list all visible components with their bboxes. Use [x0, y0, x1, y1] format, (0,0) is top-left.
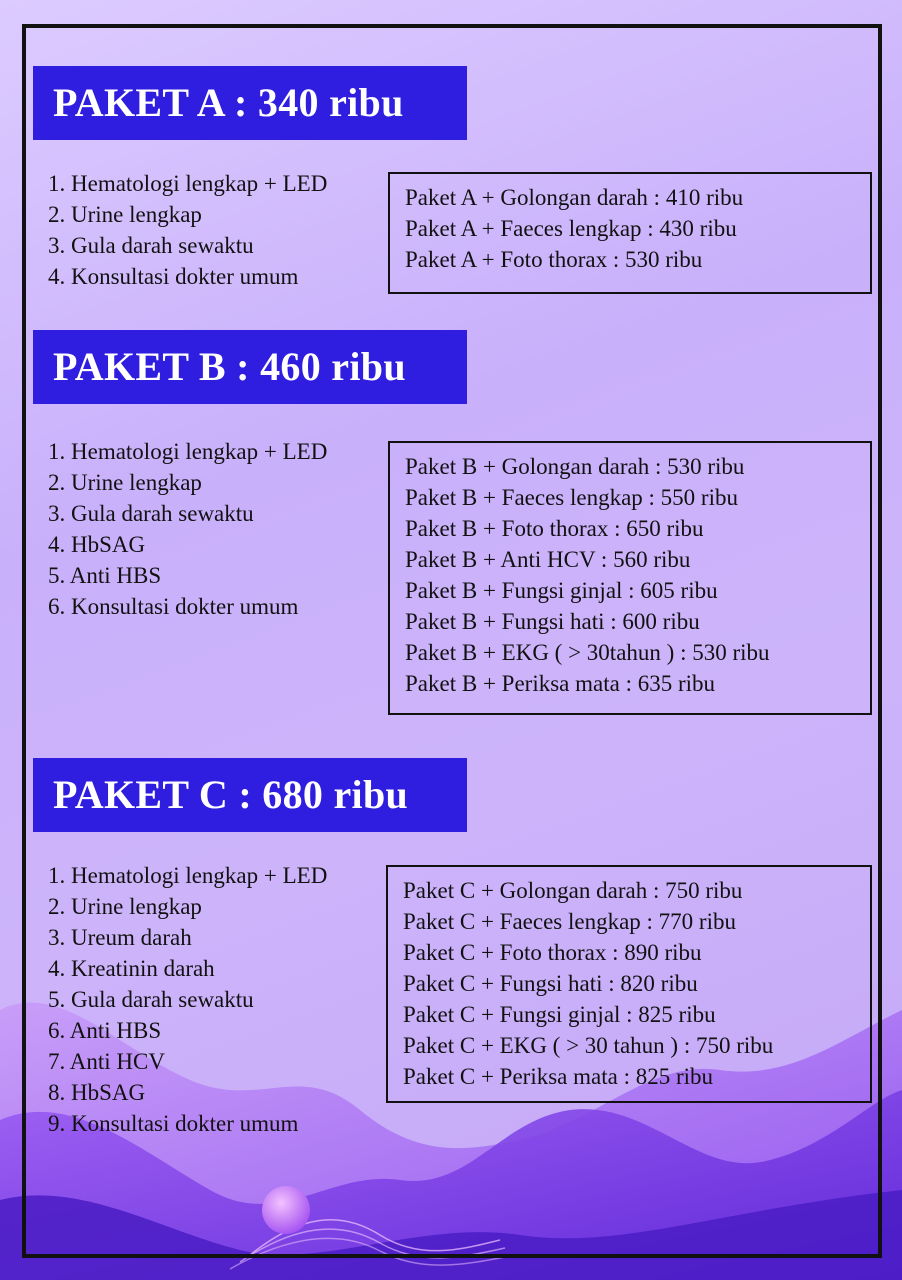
paket-b-items	[48, 436, 327, 622]
list-item: 4. HbSAG	[48, 532, 146, 557]
paket-a-title: PAKET A : 340 ribu	[33, 66, 467, 140]
list-item: 1. Hematologi lengkap + LED	[48, 439, 328, 464]
paket-c-title: PAKET C : 680 ribu	[33, 758, 467, 832]
list-item: 5. Anti HBS	[48, 563, 162, 588]
addon-item: Paket A + Golongan darah : 410 ribu	[405, 185, 744, 210]
paket-a-addons-box	[388, 172, 872, 294]
list-item: 3. Ureum darah	[48, 925, 192, 950]
list-item: 9. Konsultasi dokter umum	[48, 1111, 299, 1136]
list-item: 4. Kreatinin darah	[48, 956, 215, 981]
addon-item: Paket B + Golongan darah : 530 ribu	[405, 454, 745, 479]
addon-item: Paket C + EKG ( > 30 tahun ) : 750 ribu	[403, 1033, 774, 1058]
list-item: 1. Hematologi lengkap + LED	[48, 171, 328, 196]
list-item: 6. Anti HBS	[48, 1018, 162, 1043]
addon-item: Paket A + Foto thorax : 530 ribu	[405, 247, 703, 272]
addon-item: Paket B + Fungsi hati : 600 ribu	[405, 609, 700, 634]
paket-c-items	[48, 860, 327, 1139]
list-item: 2. Urine lengkap	[48, 202, 202, 227]
addon-item: Paket C + Fungsi ginjal : 825 ribu	[403, 1002, 716, 1027]
list-item: 2. Urine lengkap	[48, 894, 202, 919]
addon-item: Paket C + Faeces lengkap : 770 ribu	[403, 909, 736, 934]
addon-item: Paket B + Fungsi ginjal : 605 ribu	[405, 578, 718, 603]
addon-item: Paket B + EKG ( > 30tahun ) : 530 ribu	[405, 640, 770, 665]
addon-item: Paket B + Periksa mata : 635 ribu	[405, 671, 716, 696]
addon-item: Paket B + Faeces lengkap : 550 ribu	[405, 485, 738, 510]
addon-item: Paket C + Golongan darah : 750 ribu	[403, 878, 743, 903]
list-item: 8. HbSAG	[48, 1080, 146, 1105]
addon-item: Paket C + Periksa mata : 825 ribu	[403, 1064, 714, 1089]
paket-a-items	[48, 168, 327, 292]
list-item: 6. Konsultasi dokter umum	[48, 594, 299, 619]
addon-item: Paket B + Anti HCV : 560 ribu	[405, 547, 691, 572]
paket-b-addons-box	[388, 441, 872, 715]
list-item: 2. Urine lengkap	[48, 470, 202, 495]
addon-item: Paket B + Foto thorax : 650 ribu	[405, 516, 704, 541]
list-item: 3. Gula darah sewaktu	[48, 233, 254, 258]
list-item: 7. Anti HCV	[48, 1049, 165, 1074]
list-item: 5. Gula darah sewaktu	[48, 987, 254, 1012]
paket-b-title: PAKET B : 460 ribu	[33, 330, 467, 404]
paket-c-addons-box	[386, 865, 872, 1103]
list-item: 3. Gula darah sewaktu	[48, 501, 254, 526]
addon-item: Paket C + Fungsi hati : 820 ribu	[403, 971, 698, 996]
addon-item: Paket A + Faeces lengkap : 430 ribu	[405, 216, 737, 241]
addon-item: Paket C + Foto thorax : 890 ribu	[403, 940, 702, 965]
list-item: 4. Konsultasi dokter umum	[48, 264, 299, 289]
list-item: 1. Hematologi lengkap + LED	[48, 863, 328, 888]
